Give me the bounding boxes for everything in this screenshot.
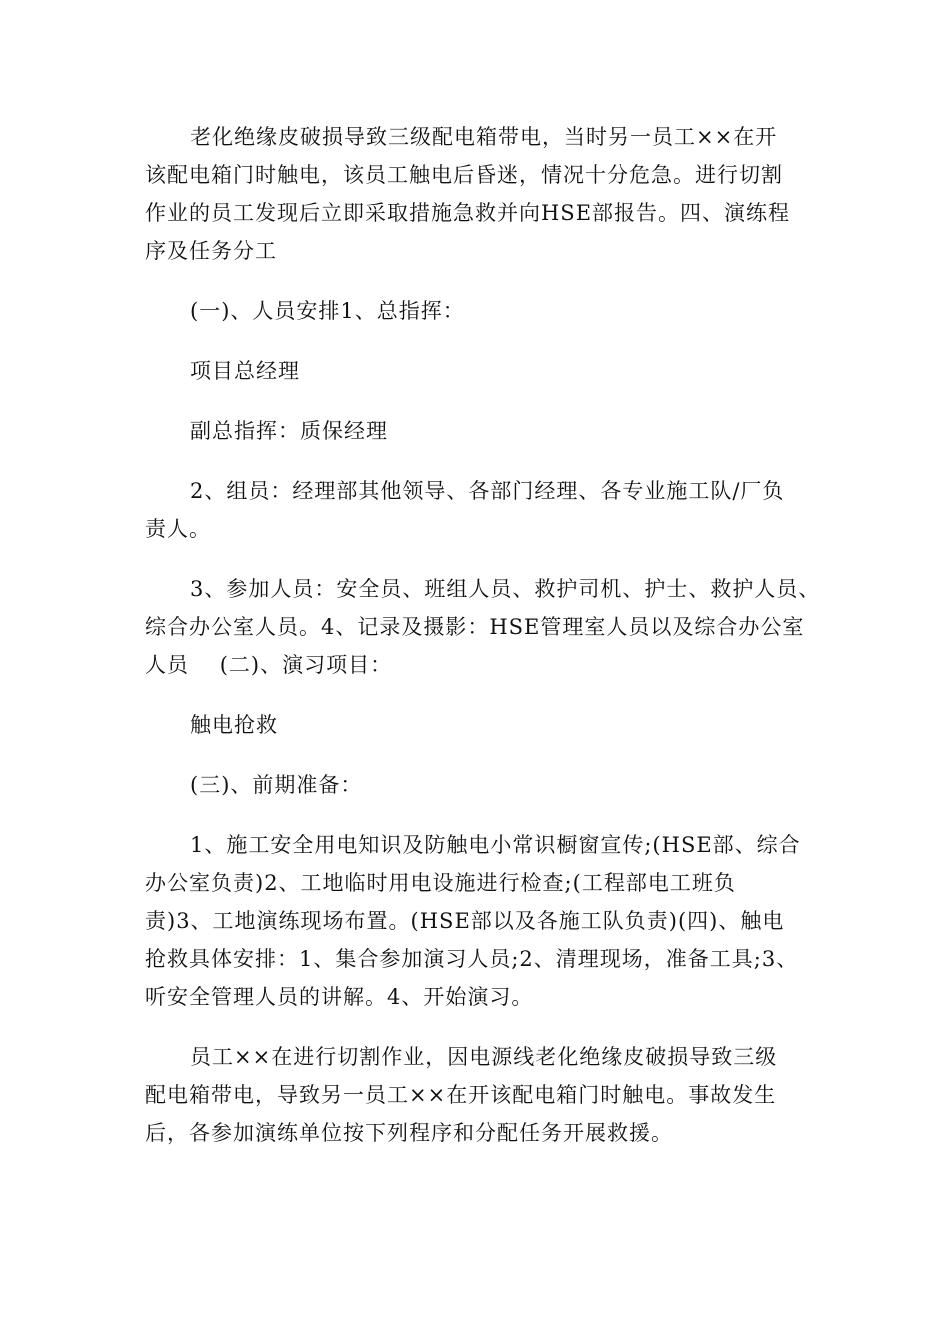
text-line: 序及任务分工 bbox=[145, 239, 277, 263]
text-line: 后，各参加演练单位按下列程序和分配任务开展救援。 bbox=[145, 1121, 673, 1145]
paragraph-team-members bbox=[145, 472, 815, 548]
text-line: 1、施工安全用电知识及防触电小常识橱窗宣传;(HSE部、综合 bbox=[190, 833, 801, 857]
paragraph-preparation-heading bbox=[145, 766, 815, 804]
text-line: 人员 (二)、演习项目： bbox=[145, 653, 393, 677]
text-line: 作业的员工发现后立即采取措施急救并向HSE部报告。四、演练程 bbox=[145, 201, 791, 225]
text-line: 责人。 bbox=[145, 517, 211, 541]
paragraph-drill-item bbox=[145, 706, 815, 744]
text-line: 员工××在进行切割作业，因电源线老化绝缘皮破损导致三级 bbox=[190, 1045, 778, 1069]
paragraph-incident-description bbox=[145, 118, 815, 270]
paragraph-personnel-arrangement bbox=[145, 292, 815, 330]
text-line: 触电抢救 bbox=[190, 713, 278, 737]
text-line: 2、组员：经理部其他领导、各部门经理、各专业施工队/厂负 bbox=[190, 479, 785, 503]
text-line: (三)、前期准备： bbox=[190, 773, 363, 797]
paragraph-preparation-steps bbox=[145, 826, 815, 1016]
paragraph-scenario bbox=[145, 1038, 815, 1152]
text-line: 副总指挥：质保经理 bbox=[190, 419, 388, 443]
text-line: 3、参加人员：安全员、班组人员、救护司机、护士、救护人员、 bbox=[190, 577, 821, 601]
paragraph-general-commander bbox=[145, 352, 815, 390]
text-line: 配电箱带电，导致另一员工××在开该配电箱门时触电。事故发生 bbox=[145, 1083, 777, 1107]
text-line: 综合办公室人员。4、记录及摄影：HSE管理室人员以及综合办公室 bbox=[145, 615, 805, 639]
text-line: 听安全管理人员的讲解。4、开始演习。 bbox=[145, 985, 534, 1009]
text-line: 责)3、工地演练现场布置。(HSE部以及各施工队负责)(四)、触电 bbox=[145, 909, 785, 933]
text-line: 老化绝缘皮破损导致三级配电箱带电，当时另一员工××在开 bbox=[190, 125, 778, 149]
text-line: 办公室负责)2、工地临时用电设施进行检查;(工程部电工班负 bbox=[145, 871, 736, 895]
text-line: 该配电箱门时触电，该员工触电后昏迷，情况十分危急。进行切割 bbox=[145, 163, 783, 187]
text-line: 抢救具体安排：1、集合参加演习人员;2、清理现场，准备工具;3、 bbox=[145, 947, 799, 971]
text-line: (一)、人员安排1、总指挥： bbox=[190, 299, 465, 323]
text-line: 项目总经理 bbox=[190, 359, 300, 383]
paragraph-participants bbox=[145, 570, 821, 684]
document-body bbox=[145, 118, 821, 1152]
paragraph-deputy-commander bbox=[145, 412, 815, 450]
